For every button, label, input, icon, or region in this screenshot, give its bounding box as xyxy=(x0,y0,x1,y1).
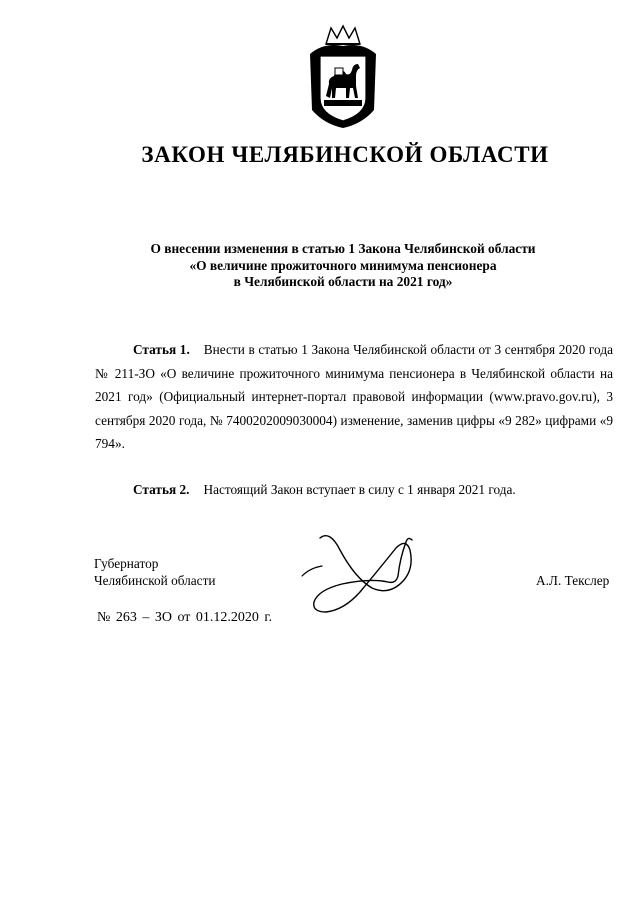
document-title: ЗАКОН ЧЕЛЯБИНСКОЙ ОБЛАСТИ xyxy=(141,142,549,167)
article-2-text: Настоящий Закон вступает в силу с 1 января 2021 года. xyxy=(203,482,516,497)
signatory-name: А.Л. Текслер xyxy=(536,573,610,588)
article-1-text: Внести в статью 1 Закона Челябинской области от 3 сентября 2020 года № 211-ЗО «О величине прожиточного минимума пенсионера в Челябинской области на 2021 год» (Официальный интернет-портал правовой информации (www.pravo.gov.ru), 3 сентября 2020 года, № 7400202009030004) изменение, заменив цифры «9 282» цифрами «9 794». xyxy=(95,342,613,451)
article-2 xyxy=(95,482,516,498)
signatory-position-line: Губернатор xyxy=(94,556,159,571)
article-2-label: Статья 2. xyxy=(133,482,190,497)
document-subtitle xyxy=(130,241,556,291)
signatory-position xyxy=(94,556,216,589)
article-1 xyxy=(95,338,613,456)
signature-icon xyxy=(300,528,430,618)
subtitle-line: О внесении изменения в статью 1 Закона Челябинской области xyxy=(150,241,536,256)
article-1-label: Статья 1. xyxy=(133,342,190,357)
law-number: № 263 – ЗО от 01.12.2020 г. xyxy=(97,610,273,625)
coat-of-arms-icon xyxy=(304,24,382,130)
subtitle-line: «О величине прожиточного минимума пенсионера xyxy=(189,257,497,273)
subtitle-line: в Челябинской области на 2021 год» xyxy=(233,274,453,290)
signatory-position-line: Челябинской области xyxy=(94,572,216,588)
